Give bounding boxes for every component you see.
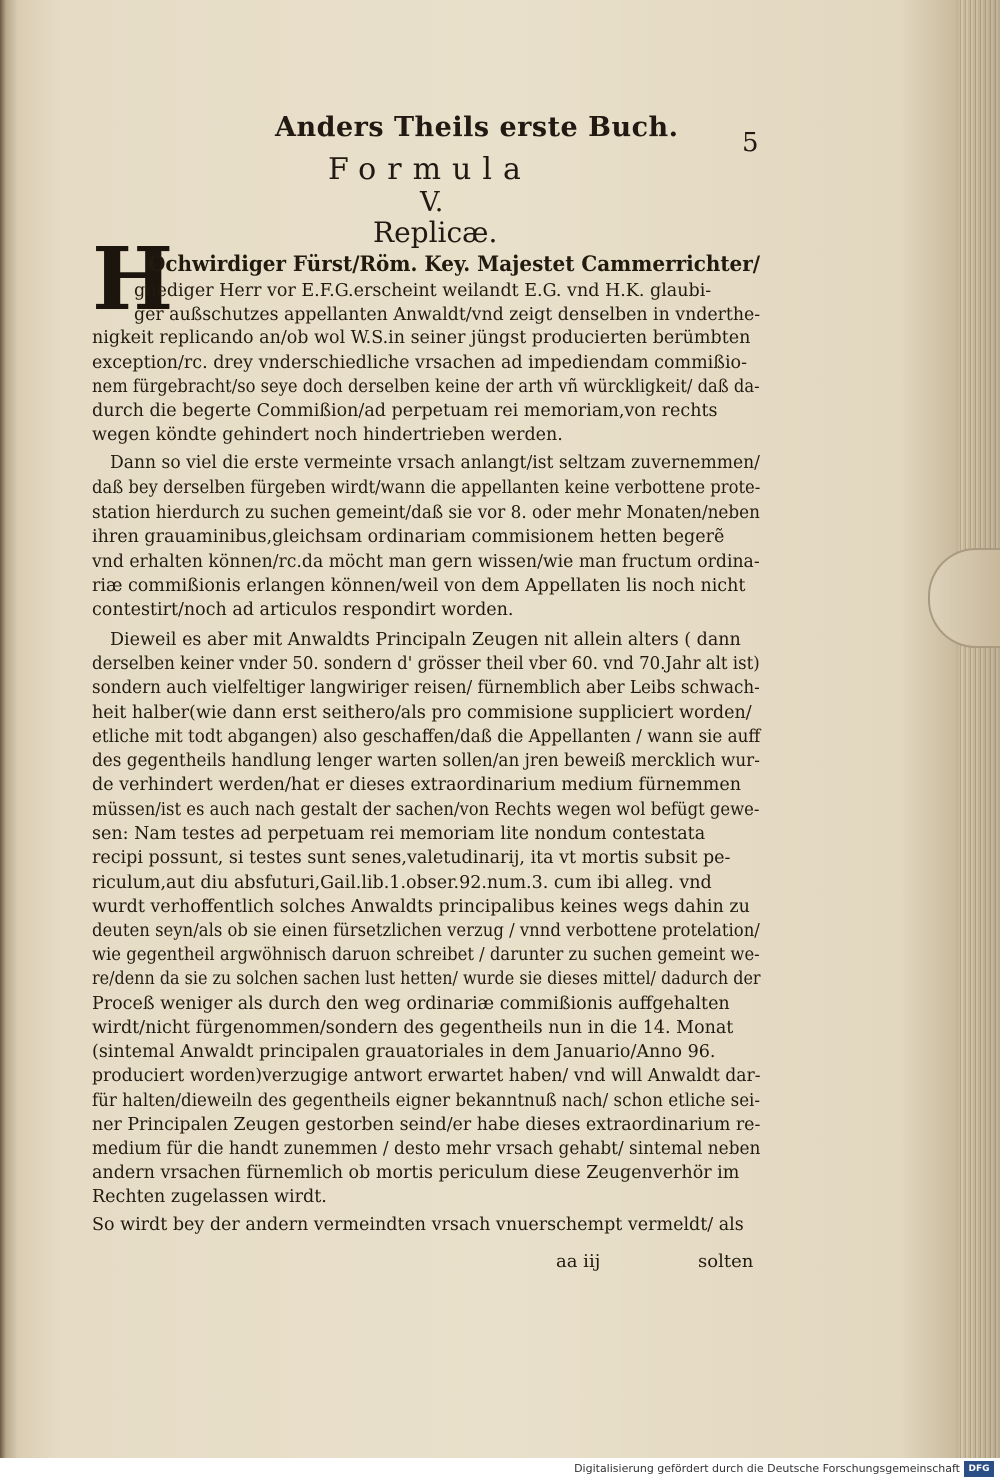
formula-title: Formula	[328, 152, 532, 187]
bookmark-tab	[928, 548, 1000, 648]
text-line: station hierdurch zu suchen gemeint/daß sie vor 8. oder mehr Monaten/neben	[92, 503, 760, 523]
text-line: deuten seyn/als ob sie einen fürsetzlichen verzug / vnnd verbottene protelation/	[92, 921, 760, 941]
section-title: Replicæ.	[373, 216, 498, 249]
text-line: etliche mit todt abgangen) also geschaffen/daß die Appellanten / wann sie auff	[92, 727, 761, 747]
text-line: des gegentheils handlung lenger warten sollen/an jren beweiß mercklich wur-	[92, 751, 760, 771]
signature-mark: aa iij	[556, 1251, 601, 1272]
formula-number: V.	[420, 187, 444, 218]
text-line: exception/rc. drey vnderschiedliche vrsachen ad impediendam commißio-	[92, 353, 748, 373]
text-line: ihren grauaminibus,gleichsam ordinariam commisionem hetten begerẽ	[92, 527, 725, 547]
text-line: müssen/ist es auch nach gestalt der sachen/von Rechts wegen wol befügt gewe-	[92, 800, 760, 820]
text-line: Dann so viel die erste vermeinte vrsach anlangt/ist seltzam zuvernemmen/	[110, 453, 760, 473]
page-number: 5	[742, 128, 759, 158]
text-line: gnediger Herr vor E.F.G.erscheint weilandt E.G. vnd H.K. glaubi-	[134, 281, 712, 301]
text-line: wie gegentheil argwöhnisch daruon schreibet / darunter zu suchen gemeint we-	[92, 945, 760, 965]
text-line: ner Principalen Zeugen gestorben seind/er habe dieses extraordinarium re-	[92, 1115, 761, 1135]
text-line: contestirt/noch ad articulos respondirt worden.	[92, 600, 514, 620]
text-line: heit halber(wie dann erst seithero/als pro commisione suppliciert worden/	[92, 703, 752, 723]
text-line: (sintemal Anwaldt principalen grauatoriales in dem Januario/Anno 96.	[92, 1042, 716, 1062]
text-line: produciert worden)verzugige antwort erwartet haben/ vnd will Anwaldt dar-	[92, 1066, 761, 1086]
text-line: recipi possunt, si testes sunt senes,valetudinarij, ita vt mortis subsit pe-	[92, 848, 731, 868]
text-line: derselben keiner vnder 50. sondern d' grösser theil vber 60. vnd 70.Jahr alt ist)	[92, 654, 760, 674]
text-line: wegen köndte gehindert noch hindertrieben werden.	[92, 425, 563, 445]
text-line: daß bey derselben fürgeben wirdt/wann die appellanten keine verbottene prote-	[92, 478, 761, 498]
running-header: Anders Theils erste Buch.	[275, 112, 679, 143]
text-line: sondern auch vielfeltiger langwiriger reisen/ fürnemblich aber Leibs schwach-	[92, 678, 760, 698]
text-line: Dieweil es aber mit Anwaldts Principaln Zeugen nit allein alters ( dann	[110, 630, 741, 650]
text-line: ger außschutzes appellanten Anwaldt/vnd zeigt denselben in vnderthe-	[134, 305, 761, 325]
text-line: durch die begerte Commißion/ad perpetuam rei memoriam,von rechts	[92, 401, 718, 421]
page-edge	[958, 0, 1000, 1458]
footer-bar	[0, 1458, 1000, 1481]
text-line: re/denn da sie zu solchen sachen lust hetten/ wurde sie dieses mittel/ dadurch der	[92, 969, 761, 989]
text-line: nem fürgebracht/so seye doch derselben keine der arth vñ würckligkeit/ daß da-	[92, 377, 760, 397]
text-line: für halten/dieweiln des gegentheils eigner bekanntnuß nach/ schon etliche sei-	[92, 1091, 761, 1111]
text-line: wirdt/nicht fürgenommen/sondern des gegentheils nun in die 14. Monat	[92, 1018, 734, 1038]
text-line: nigkeit replicando an/ob wol W.S.in seiner jüngst producierten berümbten	[92, 328, 751, 348]
text-line: sen: Nam testes ad perpetuam rei memoriam lite nondum contestata	[92, 824, 706, 844]
text-line: vnd erhalten können/rc.da möcht man gern wissen/wie man fructum ordina-	[92, 552, 760, 572]
catchword: solten	[698, 1251, 754, 1272]
text-line: Ochwirdiger Fürst/Röm. Key. Majestet Cammerrichter/	[148, 251, 761, 276]
text-line: Rechten zugelassen wirdt.	[92, 1187, 327, 1207]
text-line: So wirdt bey der andern vermeindten vrsach vnuerschempt vermeldt/ als	[92, 1215, 744, 1235]
text-line: Proceß weniger als durch den weg ordinariæ commißionis auffgehalten	[92, 994, 730, 1014]
text-line: riæ commißionis erlangen können/weil von dem Appellaten lis noch nicht	[92, 576, 746, 596]
text-line: de verhindert werden/hat er dieses extraordinarium medium fürnemmen	[92, 775, 742, 795]
footer-credit: Digitalisierung gefördert durch die Deutsche Forschungsgemeinschaft	[574, 1462, 960, 1475]
text-line: medium für die handt zunemmen / desto mehr vrsach gehabt/ sintemal neben	[92, 1139, 761, 1159]
drop-cap: H	[92, 229, 174, 330]
text-line: riculum,aut diu absfuturi,Gail.lib.1.obser.92.num.3. cum ibi alleg. vnd	[92, 873, 712, 893]
text-line: wurdt verhoffentlich solches Anwaldts principalibus keines wegs dahin zu	[92, 897, 750, 917]
text-line: andern vrsachen fürnemlich ob mortis periculum diese Zeugenverhör im	[92, 1163, 740, 1183]
dfg-logo: DFG	[964, 1461, 994, 1477]
